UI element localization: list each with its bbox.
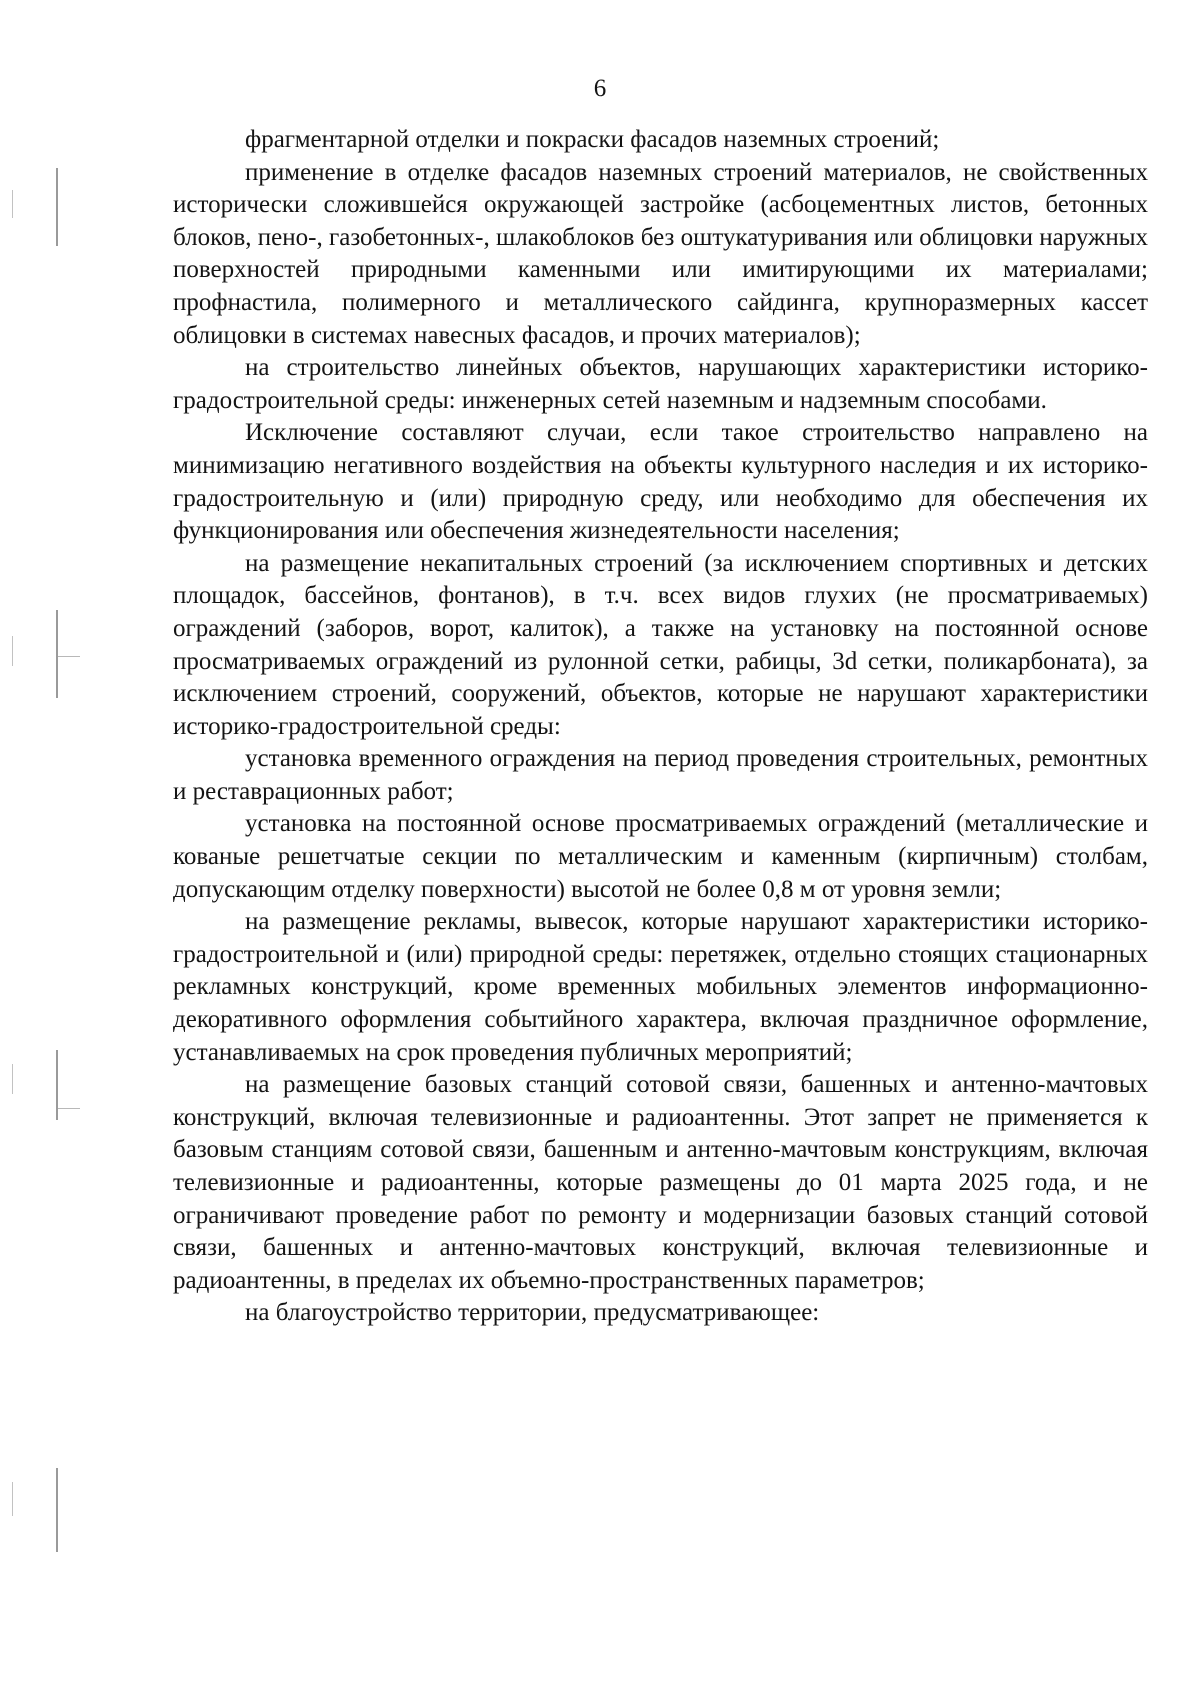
paragraph: применение в отделке фасадов наземных строений материалов, не свойственных исторически сложившейся окружающей застройке (асбоцементных листов, бетонных блоков, пено-, газобетонных-, шлакоблоков без оштукатуривания или облицовки наружных поверхностей природными каменными или имитирующими их материалами; профнастила, полимерного и металлического сайдинга, крупноразмерных кассет облицовки в системах навесных фасадов, и прочих материалов); [173,158,1148,349]
document-body [173,124,1148,1330]
scan-mark [56,1468,58,1552]
scan-mark [56,610,58,698]
page-number: 6 [593,75,607,102]
scan-mark [56,1050,58,1120]
paragraph: на размещение базовых станций сотовой связи, башенных и антенно-мачтовых конструкций, включая телевизионные и радиоантенны. Этот запрет не применяется к базовым станциям сотовой связи, башенным и антенно-мачтовым конструкциям, включая телевизионные и радиоантенны, которые размещены до 01 марта 2025 года, и не ограничивают проведение работ по ремонту и модернизации базовых станций сотовой связи, башенных и антенно-мачтовых конструкций, включая телевизионные и радиоантенны, в пределах их объемно-пространственных параметров; [173,1071,1148,1294]
paragraph: на размещение рекламы, вывесок, которые нарушают характеристики историко-градостроительной и (или) природной среды: перетяжек, отдельно стоящих стационарных рекламных конструкций, кроме временных мобильных элементов информационно-декоративного оформления событийного характера, включая праздничное оформление, устанавливаемых на срок проведения публичных мероприятий; [173,908,1148,1066]
scan-mark [58,656,80,657]
scan-mark [12,1064,13,1094]
scan-mark [56,168,58,246]
paragraph: установка на постоянной основе просматриваемых ограждений (металлические и кованые решетчатые секции по металлическим и каменным (кирпичным) столбам, допускающим отделку поверхности) высотой не более 0,8 м от уровня земли; [173,810,1148,903]
paragraph: фрагментарной отделки и покраски фасадов наземных строений; [245,126,940,153]
paragraph: на размещение некапитальных строений (за исключением спортивных и детских площадок, бассейнов, фонтанов), в т.ч. всех видов глухих (не просматриваемых) ограждений (заборов, ворот, калиток), а также на установку на постоянной основе просматриваемых ограждений из рулонной сетки, рабицы, 3d сетки, поликарбоната), за исключением строений, сооружений, объектов, которые не нарушают характеристики историко-градостроительной среды: [173,549,1148,740]
scan-mark [12,636,13,666]
scan-mark [12,1482,13,1516]
scan-mark [58,1108,80,1109]
paragraph: Исключение составляют случаи, если такое строительство направлено на минимизацию негативного воздействия на объекты культурного наследия и их историко-градостроительную и (или) природную среду, или необходимо для обеспечения их функционирования или обеспечения жизнедеятельности населения; [173,419,1148,545]
paragraph: на строительство линейных объектов, нарушающих характеристики историко-градостроительной среды: инженерных сетей наземным и надземным способами. [173,354,1148,414]
scan-mark [12,190,13,218]
paragraph: на благоустройство территории, предусматривающее: [245,1299,820,1327]
paragraph: установка временного ограждения на период проведения строительных, ремонтных и реставрационных работ; [173,745,1148,805]
